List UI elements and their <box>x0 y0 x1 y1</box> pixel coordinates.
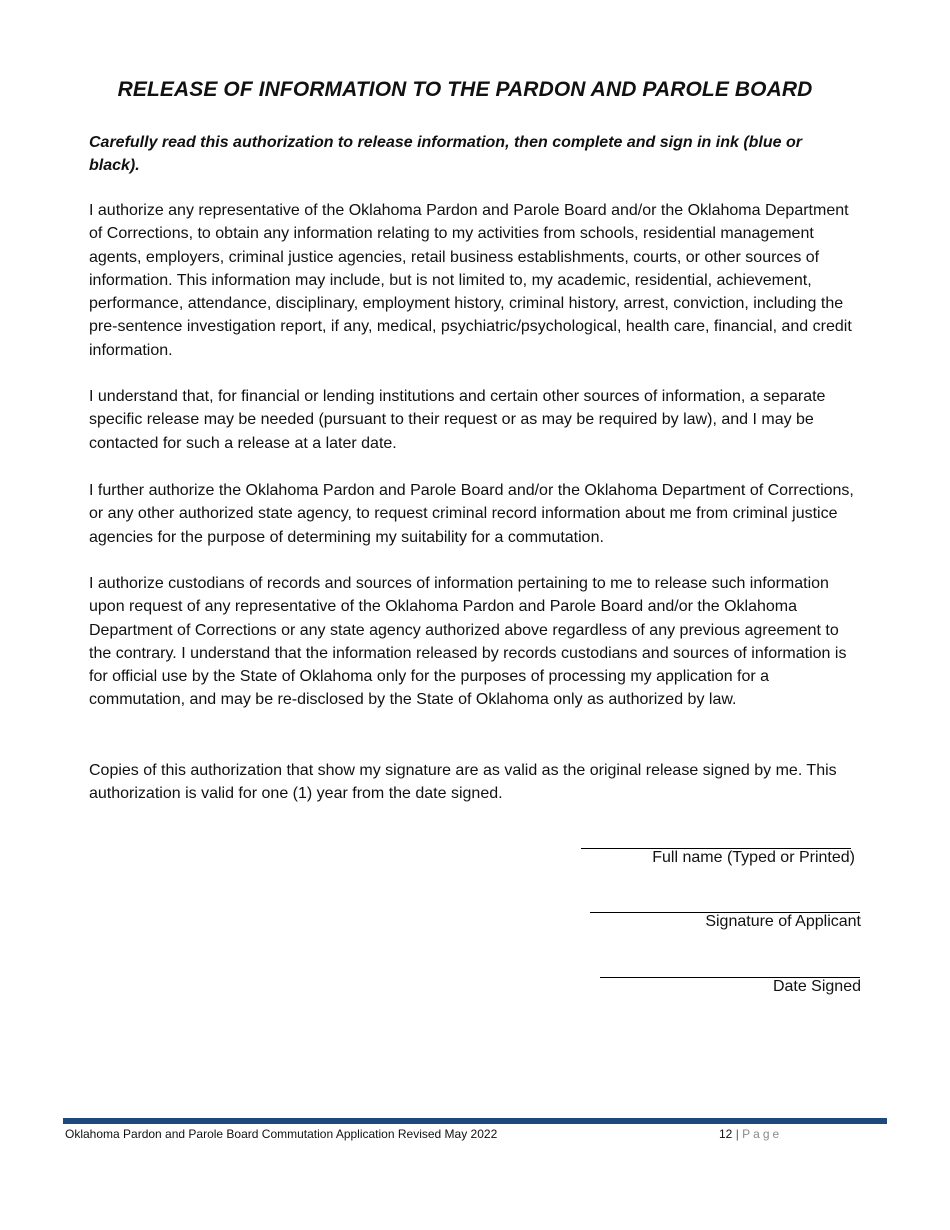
page-separator: | <box>735 1127 739 1141</box>
date-signed-label: Date Signed <box>772 978 861 995</box>
intro-instructions: Carefully read this authorization to release information, then complete and sign in ink (blue or black). <box>89 134 802 174</box>
page-word: Page <box>742 1127 783 1141</box>
paragraph-custodians: I authorize custodians of records and sources of information pertaining to me to release such information upon request of any representative of the Oklahoma Pardon and Parole Board and/or the Oklahoma Department of Corrections or any state agency authorized above regardless of any previous agreement to the contrary. I understand that the information released by records custodians and sources of information is for official use by the State of Oklahoma only for the purposes of processing my application for a commutation, and may be re-disclosed by the State of Oklahoma only as authorized by law. <box>89 575 847 709</box>
document-title: RELEASE OF INFORMATION TO THE PARDON AND PAROLE BOARD <box>117 78 813 101</box>
paragraph-criminal-records: I further authorize the Oklahoma Pardon and Parole Board and/or the Oklahoma Department of Corrections, or any other authorized state agency, to request criminal record information about me from criminal justice agencies for the purpose of determining my suitability for a commutation. <box>89 482 854 546</box>
paragraph-authorization: I authorize any representative of the Oklahoma Pardon and Parole Board and/or the Oklahoma Department of Corrections, to obtain any information relating to my activities from schools, residential management agents, employers, criminal justice agencies, retail business establishments, courts, or other sources of information. This information may include, but is not limited to, my academic, residential, achievement, performance, attendance, disciplinary, employment history, criminal history, arrest, conviction, including the pre-sentence investigation report, if any, medical, psychiatric/psychological, health care, financial, and credit information. <box>89 202 852 359</box>
paragraph-validity: Copies of this authorization that show my signature are as valid as the original release signed by me. This authorization is valid for one (1) year from the date signed. <box>89 762 837 803</box>
paragraph-financial-release: I understand that, for financial or lending institutions and certain other sources of information, a separate specific release may be needed (pursuant to their request or as may be required by law), and I may be contacted for such a release at a later date. <box>89 388 826 452</box>
full-name-label: Full name (Typed or Printed) <box>652 849 855 866</box>
footer-divider-bar <box>63 1118 887 1124</box>
signature-label: Signature of Applicant <box>705 913 861 930</box>
page-indicator <box>719 1127 782 1141</box>
footer-text: Oklahoma Pardon and Parole Board Commutation Application Revised May 2022 <box>65 1127 498 1141</box>
page-number: 12 <box>719 1127 733 1141</box>
